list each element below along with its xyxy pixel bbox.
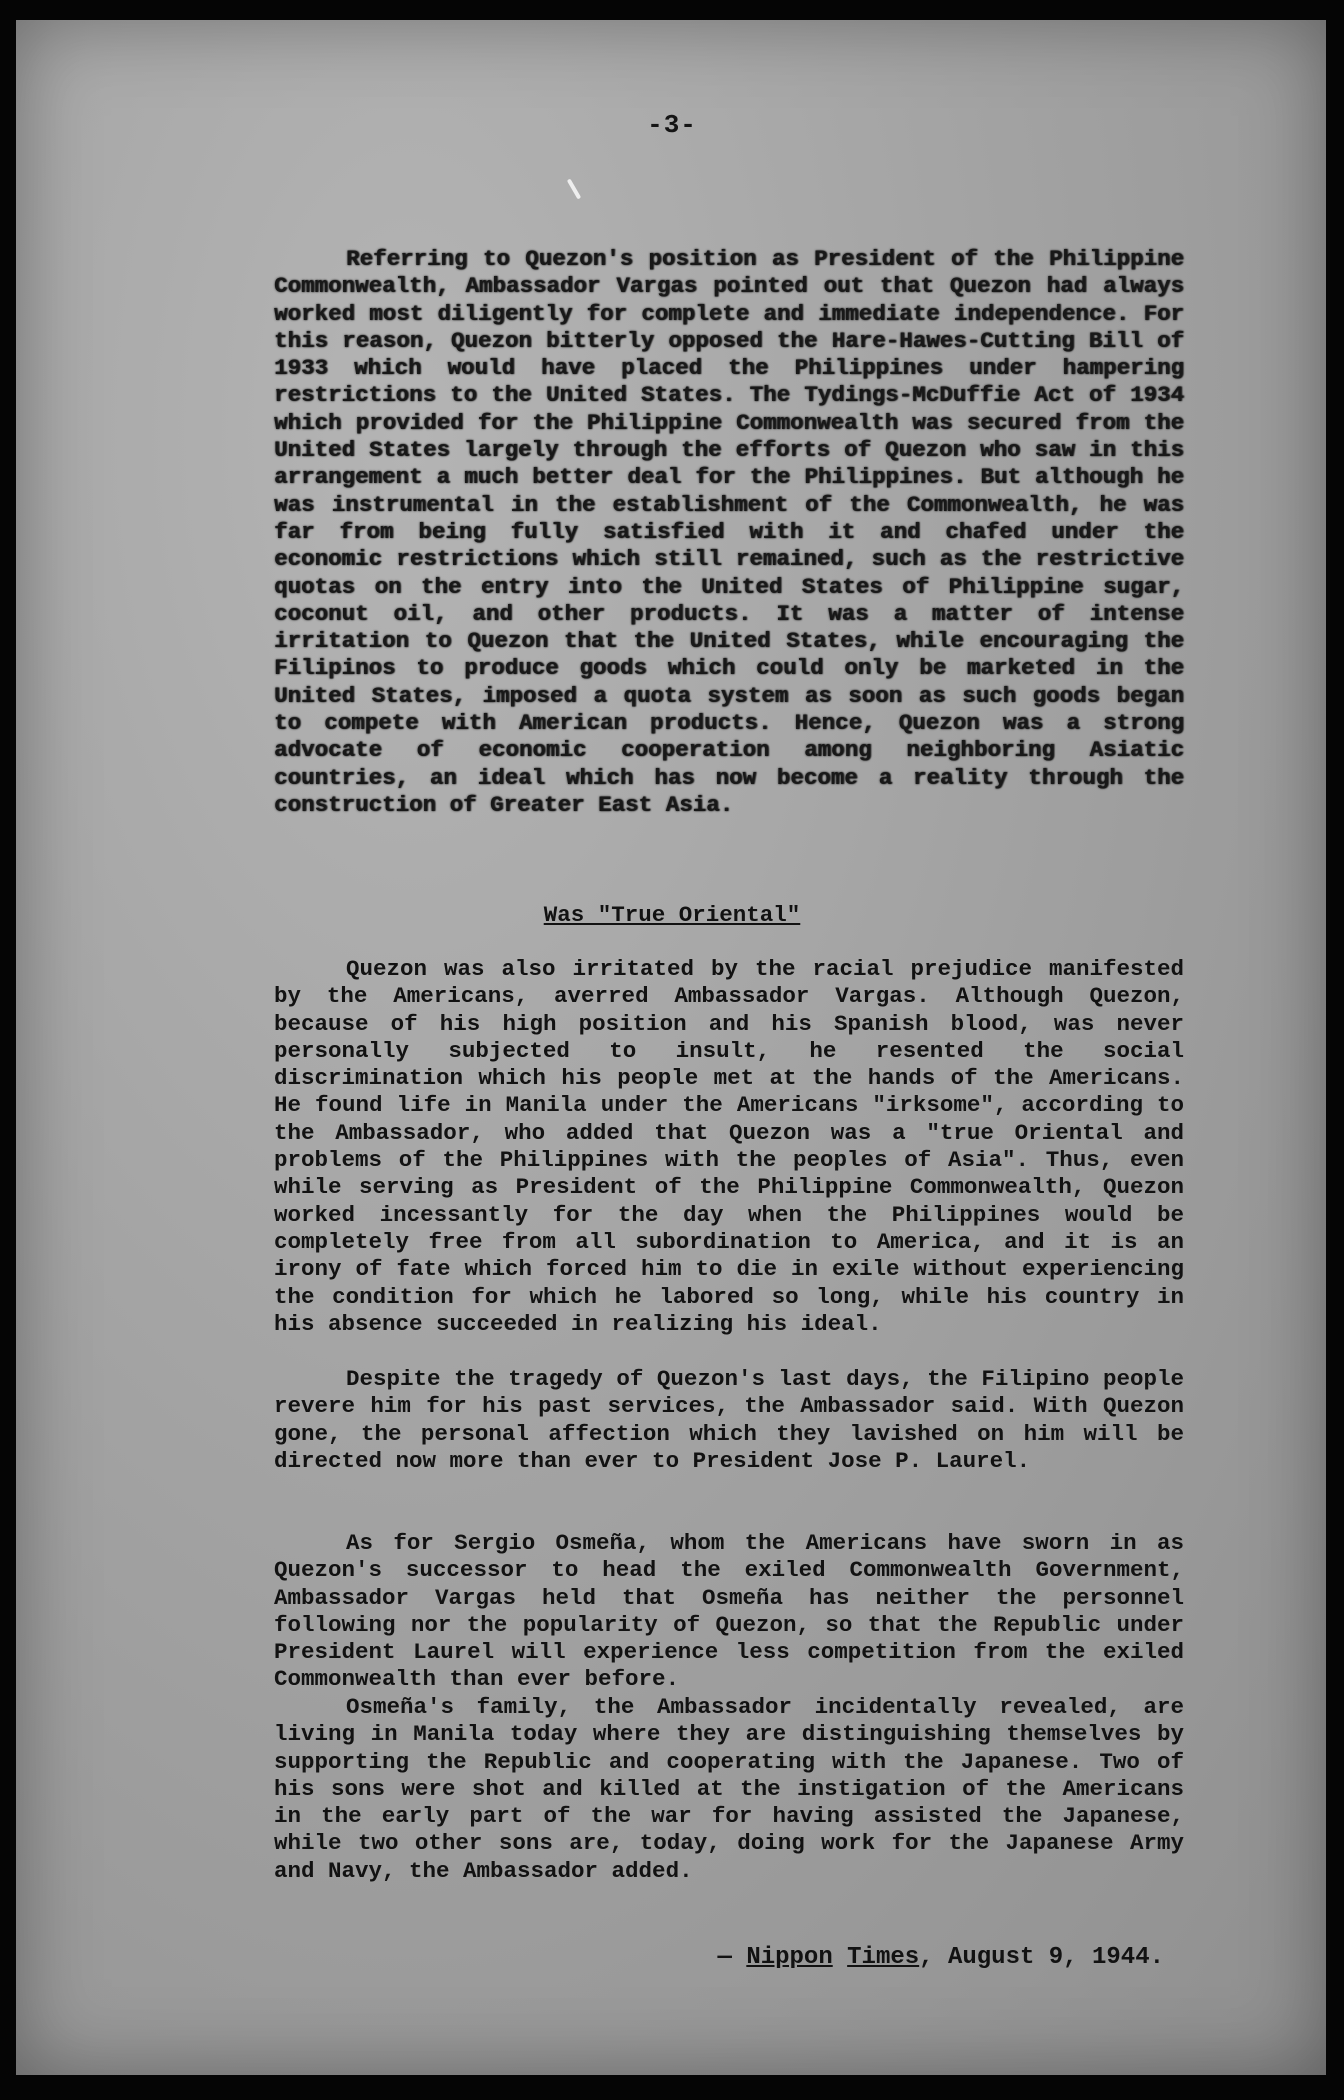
source-citation [718, 1944, 1165, 1971]
paragraph-quezon-presidency [274, 246, 1184, 819]
page-number: -3- [647, 110, 697, 140]
paragraph-text: Despite the tragedy of Quezon's last days, the Filipino people revere him for his past services, the Ambassador said. With Quezon gone, the personal affection which they lavished on him will be directed now more than ever to President Jose P. Laurel. [274, 1366, 1184, 1474]
citation-source-nippon: Nippon [746, 1944, 833, 1971]
paragraph-text: Referring to Quezon's position as President of the Philippine Commonwealth, Ambassador Vargas pointed out that Quezon had always worked most diligently for complete and immediate independence. For this reason, Quezon bitterly opposed the Hare-Hawes-Cutting Bill of 1933 which would have placed the Philippines under hampering restrictions to the United States. The Tydings-McDuffie Act of 1934 which provided for the Philippine Commonwealth was secured from the United States largely through the efforts of Quezon who saw in this arrangement a much better deal for the Philippines. But although he was instrumental in the establishment of the Commonwealth, he was far from being fully satisfied with it and chafed under the economic restrictions which still remained, such as the restrictive quotas on the entry into the United States of Philippine sugar, coconut oil, and other products. It was a matter of intense irritation to Quezon that the United States, while encouraging the Filipinos to produce goods which could only be marketed in the United States, imposed a quota system as soon as such goods began to compete with American products. Hence, Quezon was a strong advocate of economic cooperation among neighboring Asiatic countries, an ideal which has now become a reality through the construction of Greater East Asia. [274, 246, 1184, 818]
citation-dash: — [717, 1944, 732, 1971]
paragraph-osmena-successor [274, 1530, 1184, 1694]
paragraph-text: Osmeña's family, the Ambassador incidentally revealed, are living in Manila today where they are distinguishing themselves by supporting the Republic and cooperating with the Japanese. Two of his sons were shot and killed at the instigation of the Americans in the early part of the war for having assisted the Japanese, while two other sons are, today, doing work for the Japanese Army and Navy, the Ambassador added. [274, 1694, 1184, 1884]
citation-source-times: Times [847, 1944, 920, 1971]
section-heading-text: Was "True Oriental" [543, 902, 801, 928]
citation-date: , August 9, 1944. [919, 1944, 1164, 1971]
paragraph-text: Quezon was also irritated by the racial prejudice manifested by the Americans, averred Ambassador Vargas. Although Quezon, because of his high position and his Spanish blood, was never personally subjected to insult, he resented the social discrimination which his people met at the hands of the Americans. He found life in Manila under the Americans "irksome", according to the Ambassador, who added that Quezon was a "true Oriental and problems of the Philippines with the peoples of Asia". Thus, even while serving as President of the Philippine Commonwealth, Quezon worked incessantly for the day when the Philippines would be completely free from all subordination to America, and it is an irony of fate which forced him to die in exile without experiencing the condition for which he labored so long, while his country in his absence succeeded in realizing his ideal. [274, 956, 1184, 1337]
paragraph-osmena-family [274, 1694, 1184, 1885]
section-heading [0, 902, 1344, 928]
paragraph-text: As for Sergio Osmeña, whom the Americans have sworn in as Quezon's successor to head the exiled Commonwealth Government, Ambassador Vargas held that Osmeña has neither the personnel following nor the popularity of Quezon, so that the Republic under President Laurel will experience less competition from the exiled Commonwealth than ever before. [274, 1530, 1184, 1693]
paragraph-quezon-legacy [274, 1366, 1184, 1475]
paragraph-racial-prejudice [274, 956, 1184, 1338]
